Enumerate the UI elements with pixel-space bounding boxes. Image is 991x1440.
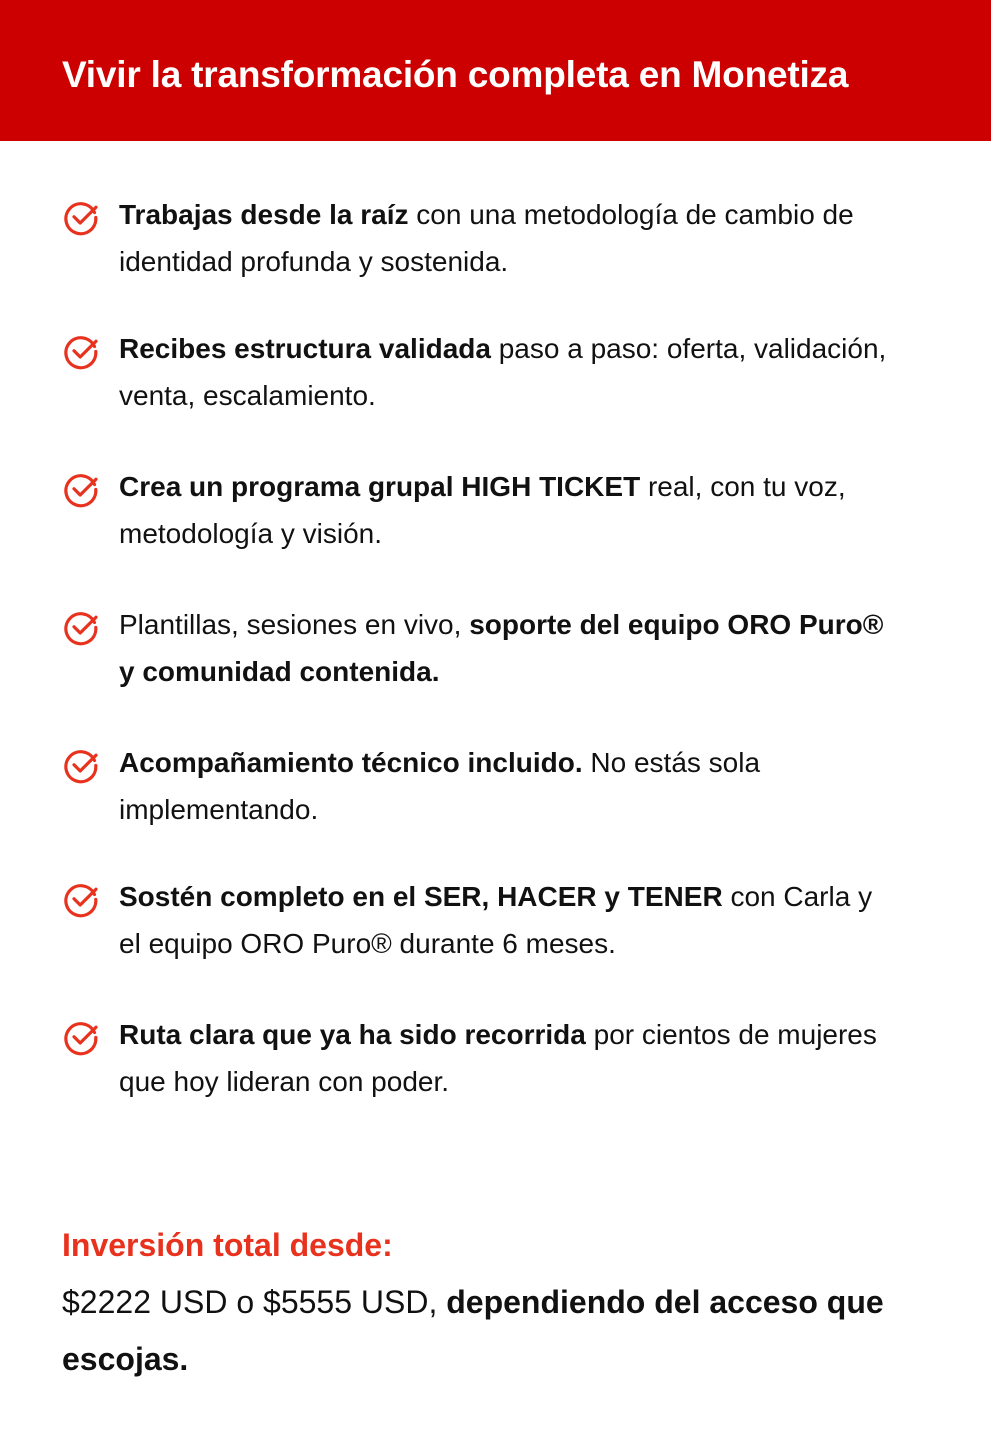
benefit-regular-text: paso a paso: oferta, validación, venta, escalamiento. bbox=[119, 333, 887, 411]
price-label: Inversión total desde: bbox=[62, 1227, 393, 1263]
benefit-text bbox=[119, 325, 899, 419]
benefit-text bbox=[119, 601, 899, 695]
price-access-note: dependiendo del acceso que escojas. bbox=[62, 1284, 884, 1377]
benefit-bold-text: Ruta clara que ya ha sido recorrida bbox=[119, 1019, 586, 1050]
check-circle-icon bbox=[62, 471, 100, 509]
check-circle-icon bbox=[62, 1019, 100, 1057]
header-banner bbox=[0, 0, 991, 141]
price-amount: $2222 USD o $5555 USD, bbox=[62, 1284, 447, 1320]
benefit-text bbox=[119, 739, 899, 833]
benefit-bold-text: Trabajas desde la raíz bbox=[119, 199, 409, 230]
benefit-regular-text: Plantillas, sesiones en vivo, bbox=[119, 609, 470, 640]
benefit-text bbox=[119, 463, 899, 557]
benefit-item bbox=[62, 463, 902, 557]
benefit-bold-text: Crea un programa grupal HIGH TICKET bbox=[119, 471, 641, 502]
benefit-bold-text: soporte del equipo ORO Puro® y comunidad contenida. bbox=[119, 609, 884, 687]
benefit-text bbox=[119, 1011, 899, 1105]
price-text bbox=[62, 1274, 902, 1388]
benefit-text bbox=[119, 873, 899, 967]
benefit-item bbox=[62, 1011, 902, 1105]
benefit-item bbox=[62, 739, 902, 833]
benefit-bold-text: Recibes estructura validada bbox=[119, 333, 491, 364]
benefit-bold-text: Acompañamiento técnico incluido. bbox=[119, 747, 583, 778]
benefit-regular-text: No estás sola implementando. bbox=[119, 747, 761, 825]
benefit-regular-text: con una metodología de cambio de identidad profunda y sostenida. bbox=[119, 199, 854, 277]
benefit-item bbox=[62, 873, 902, 967]
check-circle-icon bbox=[62, 333, 100, 371]
benefit-text bbox=[119, 191, 899, 285]
benefit-regular-text: por cientos de mujeres que hoy lideran con poder. bbox=[119, 1019, 877, 1097]
benefit-bold-text: Sostén completo en el SER, HACER y TENER bbox=[119, 881, 723, 912]
check-circle-icon bbox=[62, 609, 100, 647]
page-title: Vivir la transformación completa en Monetiza bbox=[62, 54, 849, 95]
benefit-regular-text: con Carla y el equipo ORO Puro® durante 6 meses. bbox=[119, 881, 873, 959]
benefit-item bbox=[62, 601, 902, 695]
benefit-item bbox=[62, 325, 902, 419]
check-circle-icon bbox=[62, 881, 100, 919]
check-circle-icon bbox=[62, 747, 100, 785]
check-circle-icon bbox=[62, 199, 100, 237]
benefit-regular-text: real, con tu voz, metodología y visión. bbox=[119, 471, 846, 549]
benefit-item bbox=[62, 191, 902, 285]
